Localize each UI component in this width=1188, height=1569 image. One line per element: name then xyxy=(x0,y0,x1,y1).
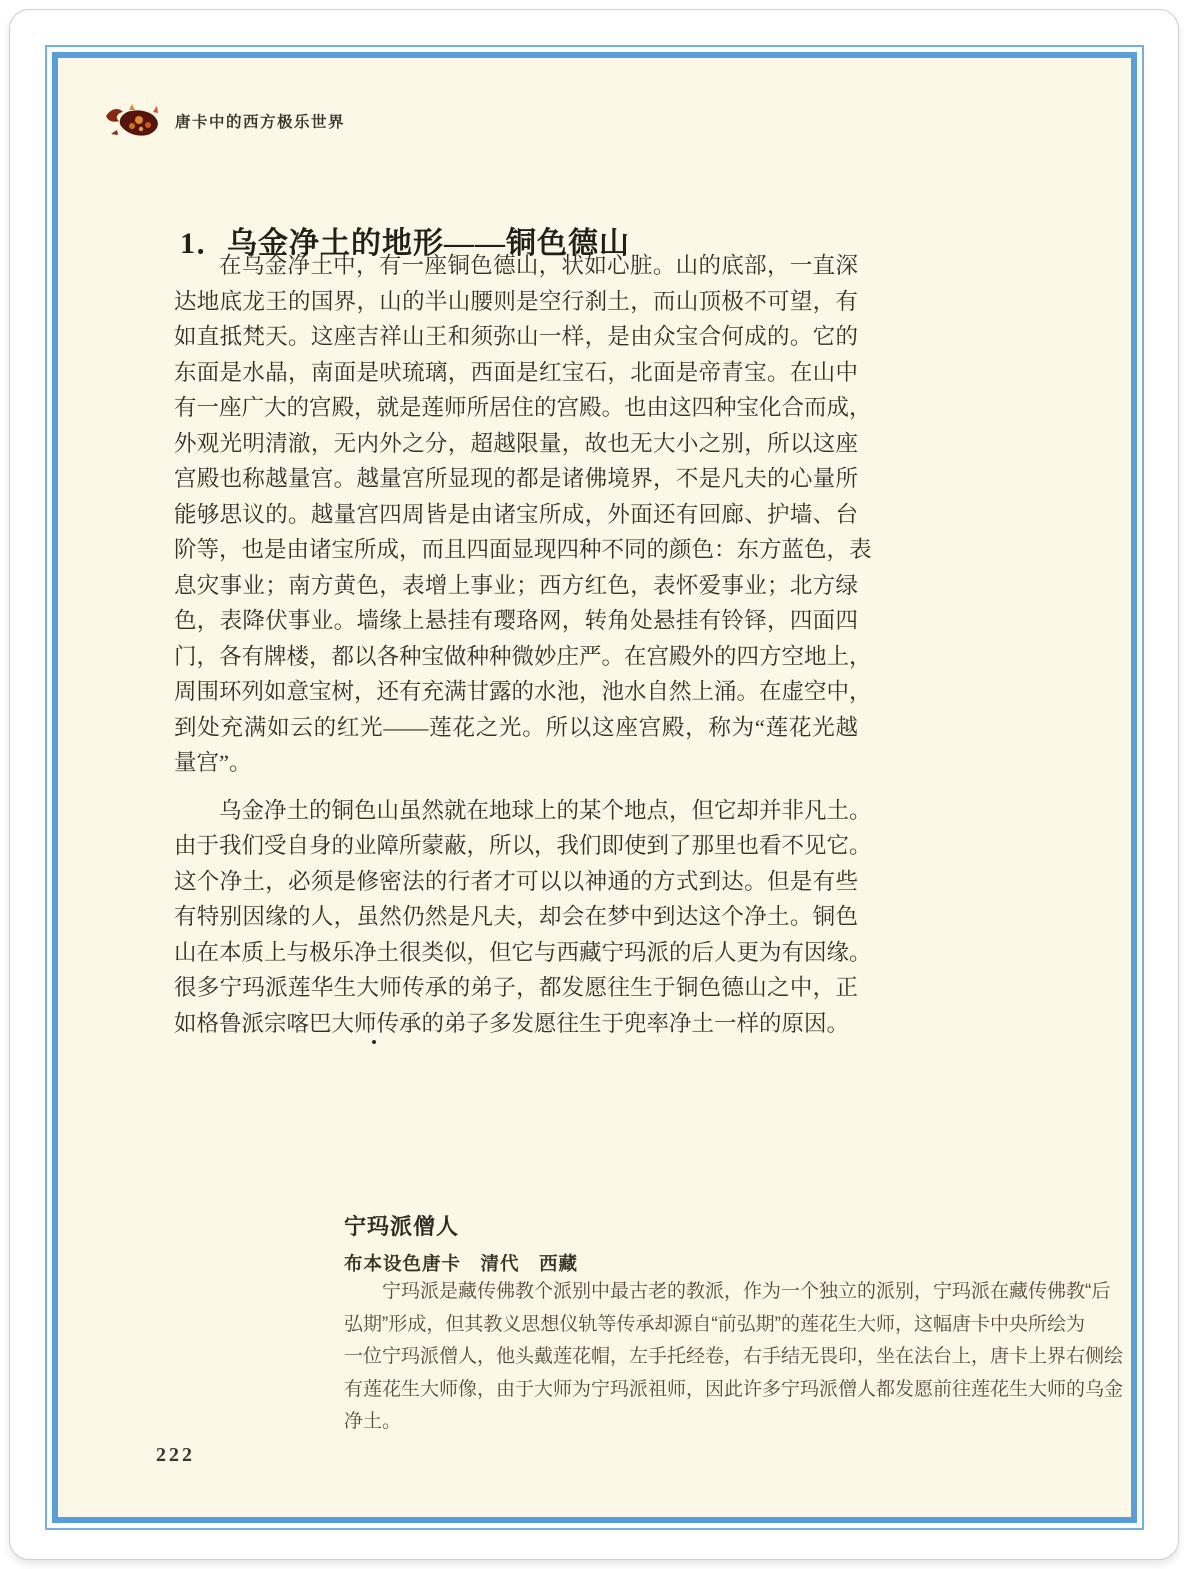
text-line: 一位宁玛派僧人，他头戴莲花帽，左手托经卷，右手结无畏印，坐在法台上，唐卡上界右侧绘 xyxy=(344,1346,1124,1367)
text-line: 净土。 xyxy=(344,1411,402,1432)
figure-caption xyxy=(344,1210,1034,1276)
paragraph xyxy=(174,248,872,781)
text-line: 色，表降伏事业。墙缘上悬挂有璎珞网，转角处悬挂有铃铎，四面四 xyxy=(174,608,858,633)
text-line: 很多宁玛派莲华生大师传承的弟子，都发愿往生于铜色德山之中，正 xyxy=(174,975,858,1000)
text-line: 山在本质上与极乐净土很类似，但它与西藏宁玛派的后人更为有因缘。 xyxy=(174,939,872,965)
page-number: 222 xyxy=(156,1444,195,1466)
text-line: 宫殿也称越量宫。越量宫所显现的都是诸佛境界，不是凡夫的心量所 xyxy=(174,466,858,491)
text-line: 如格鲁派宗喀巴大师传承的弟子多发愿往生于兜率净土一样的原因。 xyxy=(174,1010,850,1036)
dragon-ornament-icon xyxy=(103,100,165,142)
text-line: 息灾事业；南方黄色，表增上事业；西方红色，表怀爱事业；北方绿 xyxy=(174,572,858,598)
text-line: 弘期”形成，但其教义思想仪轨等传承却源自“前弘期”的莲花生大师，这幅唐卡中央所绘为 xyxy=(344,1313,1085,1335)
text-line: 有特别因缘的人，虽然仍然是凡夫，却会在梦中到达这个净土。铜色 xyxy=(174,904,858,929)
text-line: 量宫”。 xyxy=(174,750,252,775)
text-line: 能够思议的。越量宫四周皆是由诸宝所成，外面还有回廊、护墙、台 xyxy=(174,501,858,527)
text-line: 有莲花生大师像，由于大师为宁玛派祖师，因此许多宁玛派僧人都发愿前往莲花生大师的乌金 xyxy=(344,1378,1124,1400)
caption-description xyxy=(344,1276,1124,1439)
text-line: 达地底龙王的国界，山的半山腰则是空行刹土，而山顶极不可望，有 xyxy=(174,288,858,314)
text-line: 由于我们受自身的业障所蒙蔽，所以，我们即使到了那里也看不见它。 xyxy=(174,833,872,858)
text-line: 宁玛派是藏传佛教个派别中最古老的教派，作为一个独立的派别，宁玛派在藏传佛教“后 xyxy=(382,1281,1111,1302)
text-line: 乌金净土的铜色山虽然就在地球上的某个地点，但它却并非凡土。 xyxy=(219,797,872,823)
book-title: 唐卡中的西方极乐世界 xyxy=(175,114,346,131)
text-line: 周围环列如意宝树，还有充满甘露的水池，池水自然上涌。在虚空中， xyxy=(174,679,872,704)
text-line: 门，各有牌楼，都以各种宝做种种微妙庄严。在宫殿外的四方空地上， xyxy=(174,643,872,669)
text-line: 有一座广大的宫殿，就是莲师所居住的宫殿。也由这四种宝化合而成， xyxy=(174,395,872,420)
ink-speck xyxy=(372,1040,376,1044)
text-line: 如直抵梵天。这座吉祥山王和须弥山一样，是由众宝合何成的。它的 xyxy=(174,324,858,349)
text-line: 这个净土，必须是修密法的行者才可以以神通的方式到达。但是有些 xyxy=(174,868,858,894)
paragraph xyxy=(174,793,872,1042)
caption-subtitle: 布本设色唐卡 清代 西藏 xyxy=(344,1253,579,1274)
text-line: 到处充满如云的红光——莲花之光。所以这座宫殿，称为“莲花光越 xyxy=(174,714,858,740)
text-line: 东面是水晶，南面是吠琉璃，西面是红宝石，北面是帝青宝。在山中 xyxy=(174,359,858,385)
text-line: 阶等，也是由诸宝所成，而且四面显现四种不同的颜色：东方蓝色，表 xyxy=(174,537,872,562)
running-header xyxy=(103,98,345,144)
text-line: 外观光明清澈，无内外之分，超越限量，故也无大小之别，所以这座 xyxy=(174,430,858,456)
text-line: 在乌金净土中，有一座铜色德山，状如心脏。山的底部，一直深 xyxy=(219,253,858,278)
body-text xyxy=(174,248,872,1041)
section-title: 1．乌金净土的地形——铜色德山 xyxy=(180,227,630,261)
caption-title: 宁玛派僧人 xyxy=(344,1214,460,1239)
